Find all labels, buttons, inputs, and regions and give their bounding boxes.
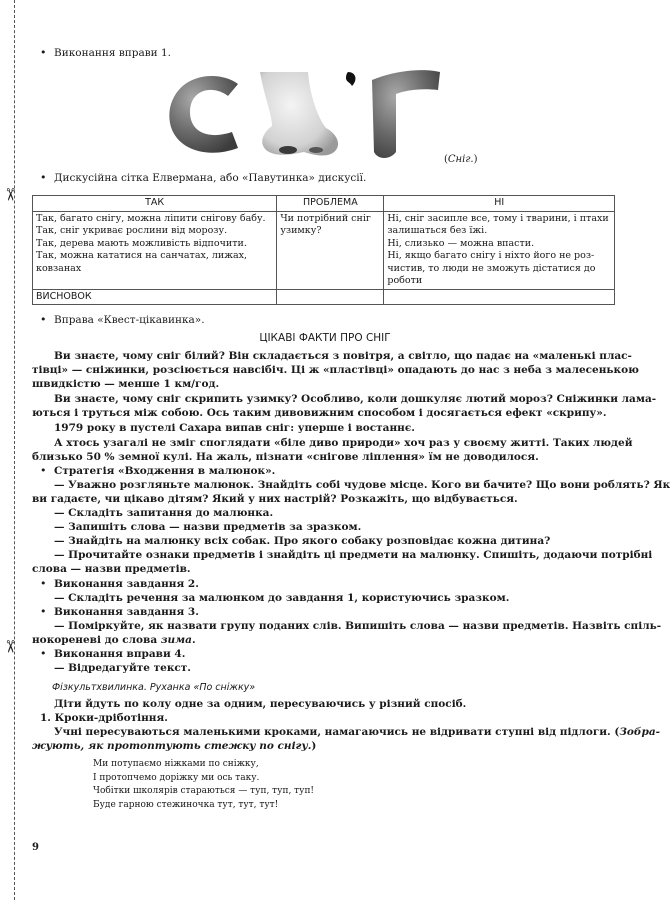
- bullet-dot: •: [40, 577, 47, 590]
- poem-line: І протопчемо доріжку ми ось таку.: [93, 772, 260, 783]
- discussion-table: [32, 195, 615, 305]
- cell-no: Ні, сніг засипле все, тому і тварини, і птахи залишаться без їжі. Ні, слизько — можна впасти. Ні, якщо багато снігу і ніхто його не роз- чистив, то люди не зможуть дістатися до роботи: [384, 211, 615, 289]
- poem-line: Буде гарною стежиночка тут, тут, тут!: [93, 799, 279, 810]
- bullet-dot: •: [40, 313, 47, 326]
- header-yes: ТАК: [33, 196, 277, 212]
- walk-text: Діти йдуть по колу одне за одним, пересуваючись у різний спосіб.: [54, 698, 467, 710]
- bullet-dot: •: [40, 171, 47, 184]
- cell-conclusion-empty: [277, 289, 384, 305]
- fact-paragraph: 1979 року в пустелі Сахара випав сніг: уперше і востаннє.: [54, 422, 415, 434]
- task2-text: — Складіть речення за малюнком до завдання 1, користуючись зразком.: [54, 592, 510, 604]
- cell-yes: Так, багато снігу, можна ліпити снігову бабу. Так, сніг укриває рослини від морозу. Так, дерева мають можливість відпочити. Так, можна кататися на санчатах, лижах, ковзанах: [33, 211, 277, 289]
- cell-problem: Чи потрібний сніг узимку?: [277, 211, 384, 289]
- letter-s-shape: [169, 76, 238, 153]
- step-description: Учні пересуваються маленькими кроками, намагаючись не відривати ступні від підлоги. (Зобра- жують, як протоптують стежку по снігу.): [32, 726, 661, 752]
- fact-paragraph: Ви знаєте, чому сніг білий? Він складається з повітря, а світло, що падає на «маленькі плас- тівці» — сніжинки, розсіюється навсібіч. Ці ж «пластівці» опадають до нас з неба з малесенькою швидкістю — менше 1 км/год.: [32, 350, 639, 390]
- fact-paragraph: Ви знаєте, чому сніг скрипить узимку? Особливо, коли дошкуляє лютий мороз? Сніжинки лама- ються і труться між собою. Ось таким дивовижним способом і досягається ефект «скрипу».: [32, 393, 657, 419]
- task3-text: — Поміркуйте, як назвати групу поданих слів. Випишіть слова — назви предметів. Назвіть спіль- нокореневі до слова зима.: [32, 620, 662, 646]
- intro-bullet: • Виконання вправи 1.: [40, 46, 171, 59]
- bullet-dot: •: [40, 647, 47, 660]
- poem-line: Ми потупаємо ніжками по сніжку,: [93, 759, 259, 769]
- cell-conclusion: ВИСНОВОК: [33, 289, 277, 305]
- header-problem: ПРОБЛЕМА: [277, 196, 384, 212]
- header-no: НІ: [384, 196, 615, 212]
- nose-image: [260, 72, 338, 156]
- cut-line: [14, 0, 15, 900]
- bullet-dot: •: [40, 605, 47, 618]
- strategy-text: — Уважно розгляньте малюнок. Знайдіть собі чудове місце. Кого ви бачите? Що вони роблять? Як ви гадаєте, чи цікаво дітям? Який у них настрій? Розкажіть, що відбувається. — Складіть запитання до малюнка. — Запишіть слова — назви предметів за зразком. — Знайдіть на малюнку всіх собак. Про якого собаку розповідає кожна дитина? — Прочитайте ознаки предметів і знайдіть ці предмети на малюнку. Спишіть, додаючи потрібні слова — назви предметів.: [32, 479, 670, 575]
- discussion-bullet: • Дискусійна сітка Елвермана, або «Павутинка» дискусії.: [40, 171, 367, 184]
- ex4-bullet: • Виконання вправи 4.: [40, 647, 186, 660]
- poem: [93, 758, 314, 812]
- step-title: 1. Кроки-дріботіння.: [40, 712, 168, 724]
- task3-bullet: • Виконання завдання 3.: [40, 605, 199, 618]
- fizminute-title: Фізкультхвилинка. Руханка «По сніжку»: [52, 682, 256, 693]
- task2-bullet: • Виконання завдання 2.: [40, 577, 199, 590]
- strategy-bullet: • Стратегія «Входження в малюнок».: [40, 464, 276, 477]
- snig-word-picture: [160, 66, 490, 166]
- bullet-dot: •: [40, 464, 47, 477]
- page-number: 9: [32, 842, 39, 853]
- fact-paragraph: А хтось узагалі не зміг споглядати «біле диво природи» хоч раз у своєму житті. Таких людей близько 50 % земної кулі. На жаль, пізнати «снігове ліплення» їм не доводилося.: [32, 437, 633, 463]
- quest-bullet: • Вправа «Квест-цікавинка».: [40, 313, 205, 326]
- bullet-dot: •: [40, 46, 47, 59]
- cell-conclusion-empty: [384, 289, 615, 305]
- scissors-icon: ✂: [0, 187, 20, 202]
- scissors-icon: ✂: [0, 639, 20, 654]
- facts-heading: ЦІКАВІ ФАКТИ ПРО СНІГ: [259, 332, 391, 344]
- apostrophe-mark: [346, 72, 355, 86]
- ex4-text: — Відредагуйте текст.: [54, 662, 191, 674]
- letter-g-shape: [372, 70, 440, 158]
- poem-line: Чобітки школярів стараються — туп, туп, туп!: [93, 786, 315, 796]
- picture-caption: (Сніг.): [444, 154, 478, 165]
